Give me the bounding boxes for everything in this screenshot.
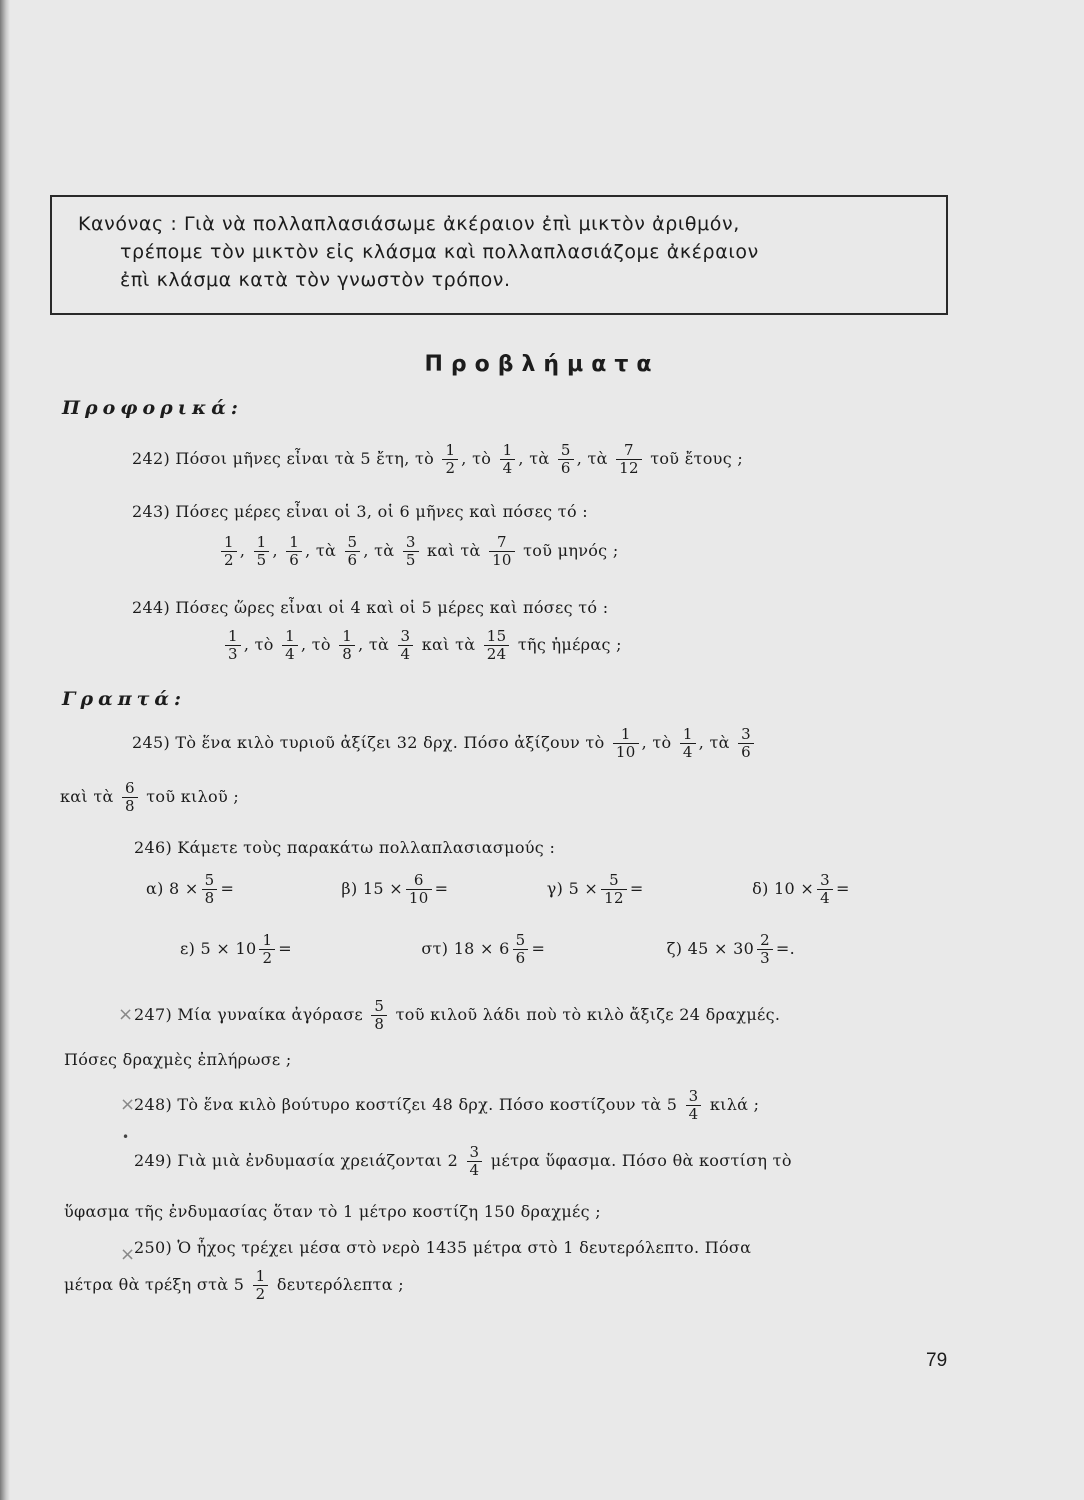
fraction: $\frac{6}{10}$ <box>406 872 432 907</box>
problem-242: 242) Πόσοι μῆνες εἶναι τὰ 5 ἔτη, τὸ $\frac{1}{2}$ , τὸ $\frac{1}{4}$ , τὰ $\frac{5}{6}$ , τὰ $\frac{7}{12}$ τοῦ ἔτους ; <box>132 441 744 477</box>
pencil-cross-mark-icon: × <box>118 1004 134 1025</box>
fraction: $\frac{1}{2}$ <box>221 534 237 569</box>
fraction: $\frac{3}{4}$ <box>686 1088 702 1123</box>
fraction: $\frac{3}{6}$ <box>738 726 754 761</box>
fraction: $\frac{3}{4}$ <box>398 628 414 663</box>
fraction: $\frac{7}{10}$ <box>489 534 515 569</box>
fraction: $\frac{1}{10}$ <box>613 726 639 761</box>
fraction: $\frac{1}{2}$ <box>253 1268 269 1303</box>
problem-249: 249) Γιὰ μιὰ ἐνδυμασία χρειάζονται 2 $\frac{3}{4}$ μέτρα ὕφασμα. Πόσο θὰ κοστίση τὸ <box>134 1143 792 1179</box>
problem-243: 243) Πόσες μέρες εἶναι οἱ 3, οἱ 6 μῆνες καὶ πόσες τό : <box>132 502 588 521</box>
problem-246: 246) Κάμετε τοὺς παρακάτω πολλαπλασιασμούς : <box>134 838 556 857</box>
fraction: $\frac{5}{8}$ <box>202 872 218 907</box>
pencil-cross-mark-icon: × <box>120 1244 136 1265</box>
fraction: $\frac{5}{8}$ <box>371 998 387 1033</box>
fraction: $\frac{1}{3}$ <box>225 628 241 663</box>
page-number: 79 <box>926 1350 948 1371</box>
section-oral-heading: Προφορικά: <box>62 397 243 419</box>
fraction: $\frac{1}{8}$ <box>339 628 355 663</box>
rule-label: Κανόνας : <box>78 213 178 235</box>
fraction: $\frac{1}{5}$ <box>254 534 270 569</box>
problem-246-row-2: ε) 5 × 10 $\frac{1}{2}$ = στ) 18 × 6 $\frac{5}{6}$ = ζ) 45 × 30 $\frac{2}{3}$ =. <box>180 931 796 967</box>
problem-246-row-1: α) 8 × $\frac{5}{8}$ = β) 15 × $\frac{6}{10}$ = γ) 5 × $\frac{5}{12}$ = δ) 10 × $\frac{3}{4}$ = <box>146 871 850 907</box>
fraction: $\frac{1}{4}$ <box>680 726 696 761</box>
problem-244-fractions: $\frac{1}{3}$ , τὸ $\frac{1}{4}$ , τὸ $\frac{1}{8}$ , τὰ $\frac{3}{4}$ καὶ τὰ $\frac{15}{24}$ τῆς ἡμέρας ; <box>222 628 622 663</box>
fraction: $\frac{5}{6}$ <box>345 534 361 569</box>
rule-line-1: Κανόνας : Γιὰ νὰ πολλαπλασιάσωμε ἀκέραιον ἐπὶ μικτὸν ἀριθμόν, <box>78 213 740 235</box>
page-title: Προβλήματα <box>424 352 660 377</box>
pencil-dot-mark-icon: • <box>122 1130 130 1144</box>
problem-244: 244) Πόσες ὥρες εἶναι οἱ 4 καὶ οἱ 5 μέρες καὶ πόσες τό : <box>132 598 609 617</box>
rule-line-2: τρέπομε τὸν μικτὸν εἰς κλάσμα καὶ πολλαπλασιάζομε ἀκέραιον <box>120 241 759 263</box>
fraction: $\frac{5}{6}$ <box>558 442 574 477</box>
problem-248: 248) Τὸ ἕνα κιλὸ βούτυρο κοστίζει 48 δρχ. Πόσο κοστίζουν τὰ 5 $\frac{3}{4}$ κιλά ; <box>134 1087 760 1123</box>
fraction: $\frac{3}{4}$ <box>467 1144 483 1179</box>
fraction: $\frac{6}{8}$ <box>122 780 138 815</box>
fraction: $\frac{3}{5}$ <box>403 534 419 569</box>
problem-250: 250) Ὁ ἦχος τρέχει μέσα στὸ νερὸ 1435 μέτρα στὸ 1 δευτερόλεπτο. Πόσα <box>134 1238 752 1257</box>
fraction: $\frac{1}{2}$ <box>442 442 458 477</box>
fraction: $\frac{1}{2}$ <box>259 932 275 967</box>
fraction: $\frac{2}{3}$ <box>757 932 773 967</box>
rule-text <box>78 210 938 294</box>
problem-249-cont: ὕφασμα τῆς ἐνδυμασίας ὅταν τὸ 1 μέτρο κοστίζη 150 δραχμές ; <box>64 1202 601 1221</box>
fraction: $\frac{5}{6}$ <box>513 932 529 967</box>
problem-250-cont: μέτρα θὰ τρέξη στὰ 5 $\frac{1}{2}$ δευτερόλεπτα ; <box>64 1267 404 1303</box>
problem-245-cont: καὶ τὰ $\frac{6}{8}$ τοῦ κιλοῦ ; <box>60 779 240 815</box>
fraction: $\frac{1}{6}$ <box>286 534 302 569</box>
fraction: $\frac{1}{4}$ <box>500 442 516 477</box>
fraction: $\frac{1}{4}$ <box>282 628 298 663</box>
fraction: $\frac{7}{12}$ <box>616 442 642 477</box>
fraction: $\frac{15}{24}$ <box>484 628 510 663</box>
section-written-heading: Γραπτά: <box>62 688 187 710</box>
problem-247: 247) Μία γυναίκα ἀγόρασε $\frac{5}{8}$ τοῦ κιλοῦ λάδι ποὺ τὸ κιλὸ ἄξιζε 24 δραχμές. <box>134 997 781 1033</box>
fraction: $\frac{5}{12}$ <box>601 872 627 907</box>
book-spine-shadow <box>0 0 10 1500</box>
rule-line-3: ἐπὶ κλάσμα κατὰ τὸν γνωστὸν τρόπον. <box>120 269 511 291</box>
problem-243-fractions: $\frac{1}{2}$ , $\frac{1}{5}$ , $\frac{1}{6}$ , τὰ $\frac{5}{6}$ , τὰ $\frac{3}{5}$ καὶ τὰ $\frac{7}{10}$ τοῦ μηνός ; <box>218 534 619 569</box>
pencil-cross-mark-icon: × <box>120 1094 136 1115</box>
problem-247-cont: Πόσες δραχμὲς ἐπλήρωσε ; <box>64 1050 292 1069</box>
problem-245: 245) Τὸ ἕνα κιλὸ τυριοῦ ἀξίζει 32 δρχ. Πόσο ἀξίζουν τὸ $\frac{1}{10}$ , τὸ $\frac{1}{4}$ , τὰ $\frac{3}{6}$ <box>132 726 757 761</box>
fraction: $\frac{3}{4}$ <box>817 872 833 907</box>
